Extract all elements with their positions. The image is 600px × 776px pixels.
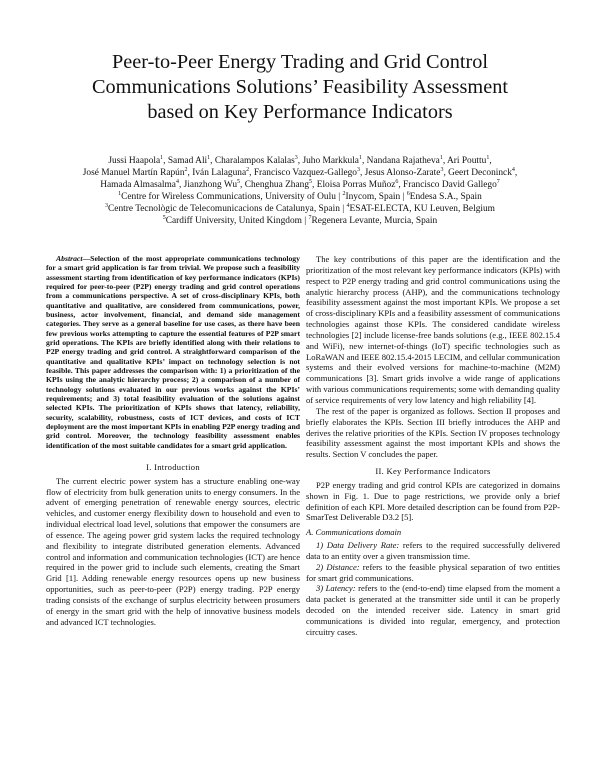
affiliation-marker: 6 [406,191,410,198]
affiliation-marker: 3 [294,154,298,161]
title-line: Communications Solutions’ Feasibility Assessment [92,76,508,98]
author-text: Centre Tecnològic de Telecomunicacions de Catalunya, Spain | [108,204,347,215]
section-heading-kpis: II. Key Performance Indicators [375,466,491,477]
author-line [30,155,570,167]
title-line: based on Key Performance Indicators [147,101,453,123]
author-text: , Nandana Rajatheva [361,156,440,166]
affiliation-line [30,203,570,215]
author-text: , Geert Deconinck [443,168,512,179]
kpi-item [306,562,560,584]
affiliation-marker: 2 [184,166,188,173]
affiliation-marker: 5 [237,179,241,186]
author-text: , Juho Markkula [297,156,359,166]
author-text: Endesa S.A., Spain [409,192,482,203]
affiliation-marker: 2 [246,166,250,173]
affiliation-marker: 2 [342,191,346,198]
contributions-paragraph: The key contributions of this paper are the identification and the prioritization of the most relevant key performance indicators (KPIs) with respect to P2P energy trading and grid control communications using the analytic hierarchy process (AHP), and the communications technology feasibility assessment against the most important KPIs. We propose a set of cross-disciplinary KPIs and a feasibility assessment of communications technologies against those KPIs. The considered candidate wireless technologies [2] include license-free bands solutions (e.g., IEEE 802.15.4 and WiFi), new internet-of-things (IoT) specific technologies such as LoRaWAN and IEEE 802.15.4-2015 LECIM, and cellular communication systems and their evolved versions for machine-to-machine (M2M) communications [3]. Smart grids involve a wide range of applications with various communications requirements; some with demanding quality of service requirements of very low latency and high reliability [4]. [306,254,560,405]
author-text: , [514,168,518,179]
affiliation-marker: 6 [395,179,399,186]
author-text: , Samad Ali [163,156,208,166]
kpi-item-label: 2) Distance: [316,561,360,572]
affiliation-marker: 4 [511,166,515,173]
author-text: , Francisco David Gallego [398,180,497,191]
author-text: José Manuel Martín Rapún [82,168,185,179]
author-text: , [489,156,492,166]
affiliation-marker: 1 [486,154,490,161]
subsection-heading: A. Communications domain [306,527,402,538]
organization-paragraph: The rest of the paper is organized as follows. Section II proposes and briefly elaborates the KPIs. Section III briefly introduces the AHP and derives the relative priorities of the KPIs. Section IV proposes technology feasibility assessment against the most important KPIs and shows the results. Section V concludes the paper. [306,405,560,460]
affiliation-marker: 1 [118,191,122,198]
author-text: , Jesus Alonso-Zarate [359,168,441,179]
affiliation-marker: 5 [162,215,166,222]
affiliation-marker: 7 [308,215,312,222]
kpi-item [306,583,560,637]
kpi-item-text: refers to the feasible physical separation of two entities for smart grid communications. [306,561,560,583]
author-text: , Chenghua Zhang [240,180,310,191]
author-text: , Jianzhong Wu [178,180,238,191]
kpi-item-text: refers to the (end-to-end) time elapsed from the moment a data packet is generated at the transmitter side until it can be properly decoded on the intended receiver side. Latency in smart grid communications is divided into regular, emergency, and protection circuitry cases. [306,583,560,637]
author-line [30,179,570,191]
author-text: , Ari Pouttu [442,156,487,166]
author-text: Cardiff University, United Kingdom | [165,216,309,227]
author-text: Regenera Levante, Murcia, Spain [311,216,438,227]
section-heading-introduction: I. Introduction [146,461,200,472]
affiliation-marker: 1 [439,154,443,161]
affiliation-marker: 3 [356,166,360,173]
kpi-item-text: refers to the required successfully delivered data to an entity over a given transmission time. [306,540,560,561]
abstract-text: —Selection of the most appropriate communications technology for a smart grid application is far from trivial. We propose such a feasibility assessment starting from identification of key performance indicators (KPIs) required for peer-to-peer (P2P) energy trading and grid control operations from a communications perspective. A set of cross-disciplinary KPIs, both quantitative and qualitative, are considered from communications, power, business, actor involvement, financial, and demand side management categories. They serve as a general baseline for use cases, as there have been few previous works attempting to capture the essential features of P2P smart grid operations. The KPIs are briefly identified along with their relations to P2P energy trading and grid control. A straightforward comparison of the quantitative and qualitative KPIs’ impact on technology selection is not feasible. This paper addresses the comparison with: 1) a prioritization of the KPIs using the analytic hierarchy process; 2) a comparison of a number of technology solutions evaluated in our previous works against the KPIs’ requirements; and 3) total feasibility evaluation of the solutions against selected KPIs. The prioritization of KPIs shows that latency, reliability, security, scalability, robustness, costs of ICT devices, and costs of ICT deployment are the most important KPIs in enabling P2P energy trading and grid control. Moreover, the technology feasibility assessment enables identification of the most suitable candidates for a smart grid application. [46,254,300,450]
author-text: Centre for Wireless Communications, University of Oulu | [121,192,343,203]
affiliation-marker: 1 [207,154,211,161]
kpi-paragraph: P2P energy trading and grid control KPIs are categorized in domains shown in Fig. 1. Due to page restrictions, we provide only a brief definition of each KPI. More detailed description can be found from P2P-SmarTest Deliverable D3.2 [5]. [306,479,560,523]
affiliation-marker: 1 [358,154,362,161]
kpi-item-label: 3) Latency: [316,583,356,594]
intro-paragraph: The current electric power system has a structure enabling one-way flow of electricity from bulk generation units to energy consumers. In the advent of emerging penetration of renewable energy sources, electric vehicles, and customer energy flexibility down to household and even to individual electrical load level, solutions that empower the consumers are of essence. The ageing power grid system lacks the required technology and flexibility to integrate distributed generation elements. Advanced control and information and communication technologies (ICT) are hence required in the power grid to include such elements, creating the Smart Grid [1]. Adding renewable energy resources opens up new business opportunities, such as peer-to-peer (P2P) energy trading. P2P energy trading consists of the exchange of surplus electricity between prosumers of energy in the smart grid with the help of innovative business models and advanced ICT technologies. [46,475,300,627]
paper-title [40,50,560,125]
affiliation-marker: 4 [346,203,350,210]
kpi-item-label: 1) Data Delivery Rate: [316,540,400,551]
affiliation-line [30,215,570,227]
affiliation-marker: 5 [309,179,313,186]
left-column [46,254,300,628]
affiliation-marker: 1 [160,154,164,161]
author-text: Inycom, Spain | [345,192,407,203]
right-column [306,254,560,638]
affiliation-marker: 7 [496,179,500,186]
author-text: , Iván Lalaguna [187,168,247,179]
author-text: Jussi Haapola [108,156,161,166]
author-text: ESAT-ELECTA, KU Leuven, Belgium [349,204,495,215]
affiliation-marker: 3 [440,166,444,173]
affiliation-marker: 4 [175,179,179,186]
author-text: , Charalampos Kalalas [210,156,295,166]
author-text: Hamada Almasalma [100,180,176,191]
title-line: Peer-to-Peer Energy Trading and Grid Control [111,51,489,73]
abstract [46,254,300,450]
author-line [30,167,570,179]
affiliation-line [30,191,570,203]
author-text: , Eloisa Porras Muñoz [312,180,396,191]
abstract-label: Abstract [56,254,83,263]
author-block [30,155,570,228]
author-text: , Francisco Vazquez-Gallego [249,168,357,179]
kpi-item [306,540,560,562]
affiliation-marker: 3 [105,203,109,210]
